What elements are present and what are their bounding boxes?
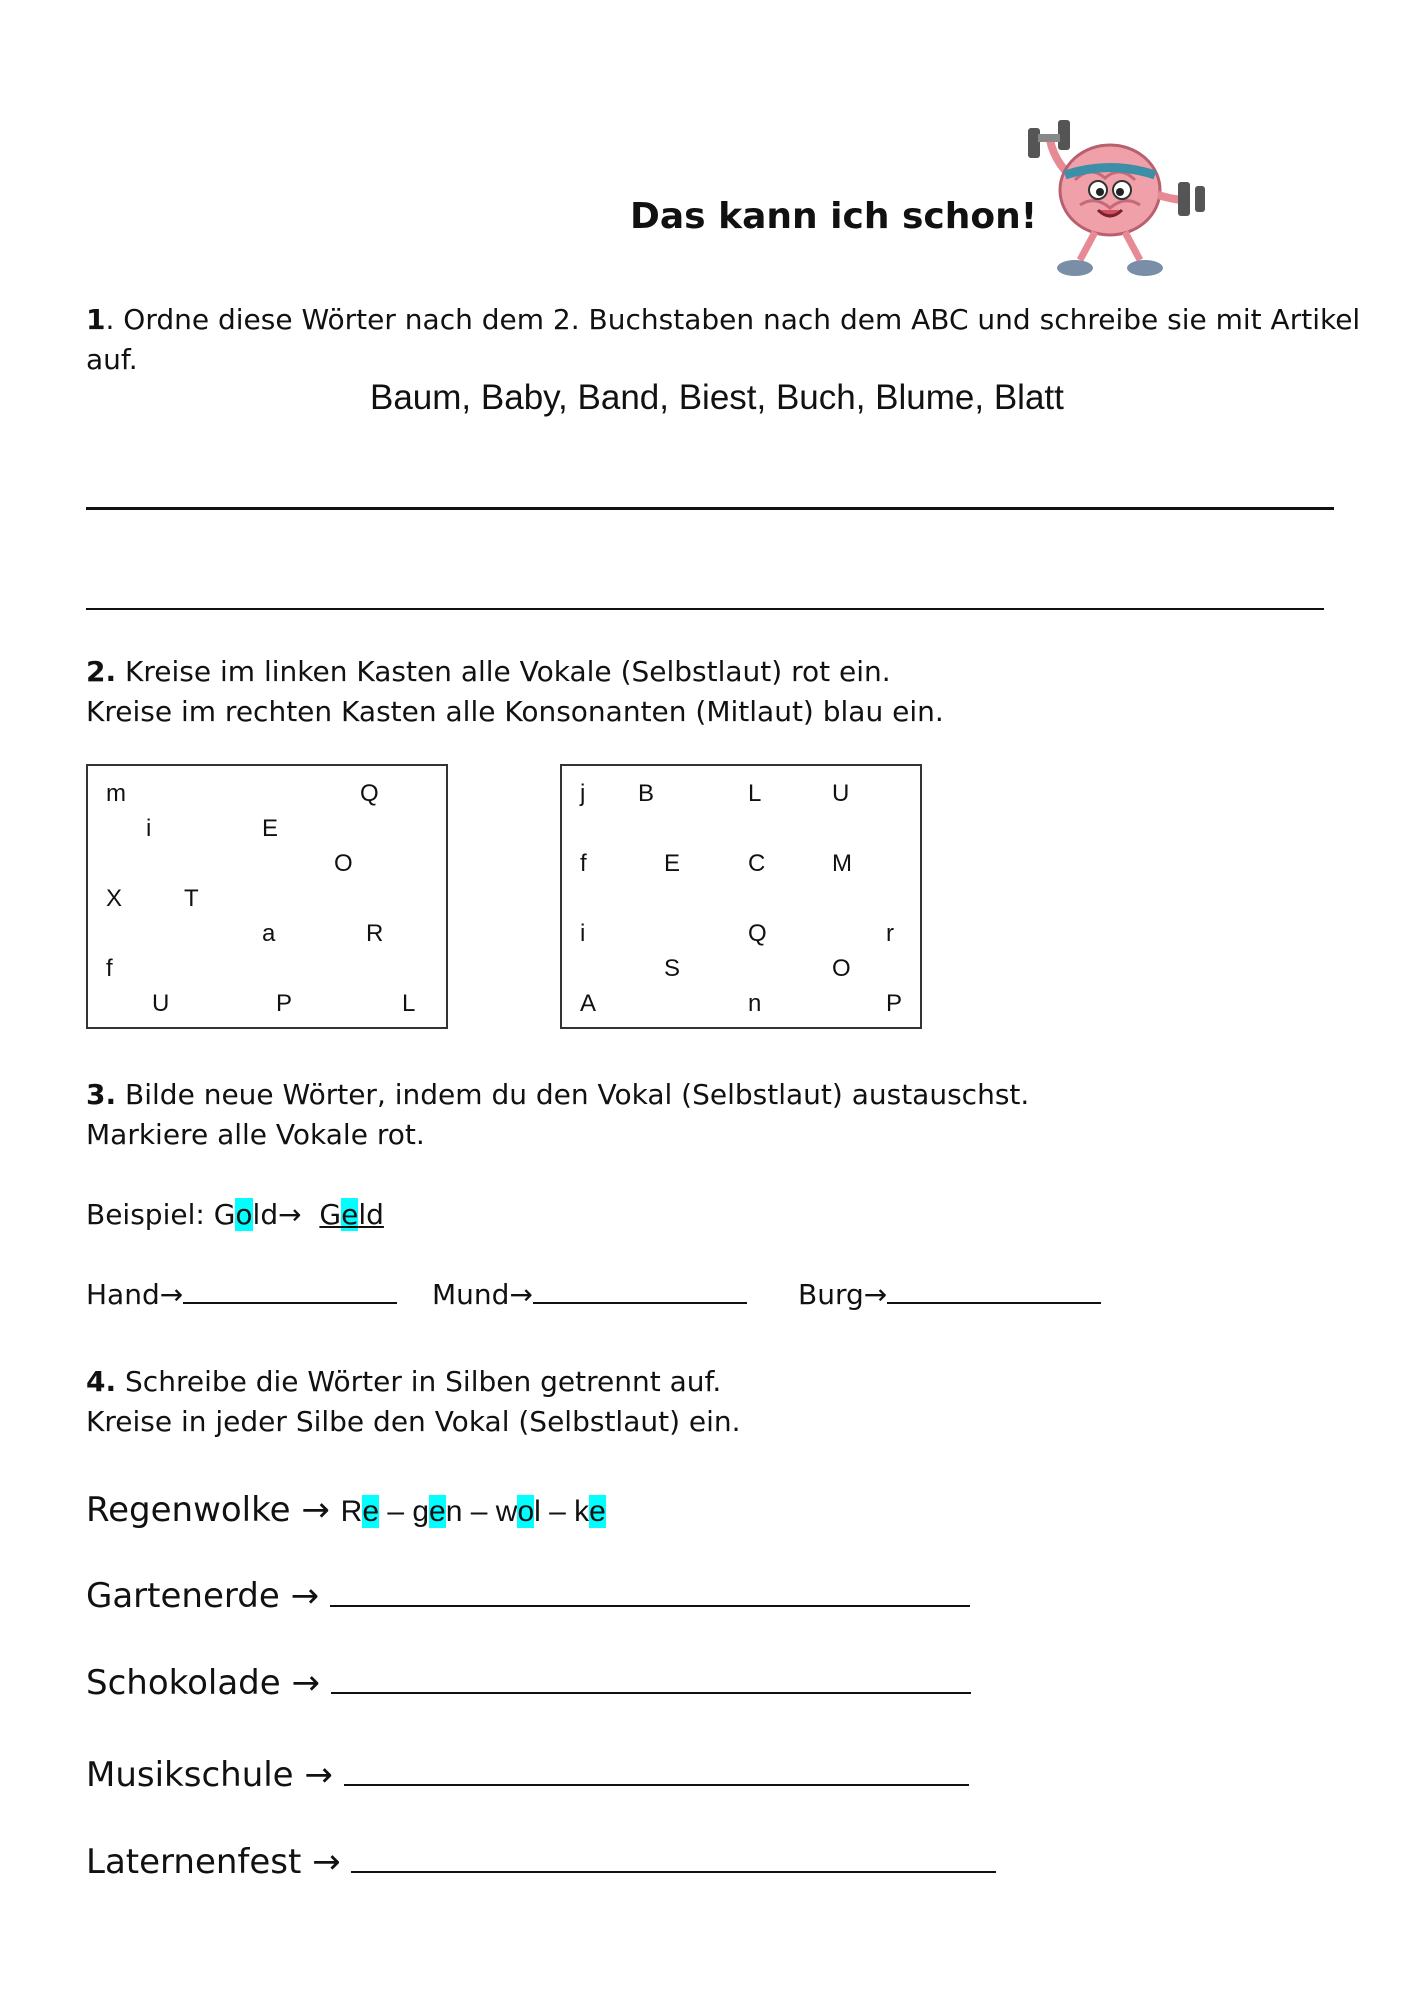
arrow-icon: →: [863, 1278, 888, 1311]
q4-number: 4.: [86, 1365, 117, 1398]
answer-field[interactable]: [330, 1575, 970, 1607]
letter[interactable]: m: [106, 780, 126, 807]
q3-line1: Bilde neue Wörter, indem du den Vokal (Selbstlaut) austauschst.: [116, 1078, 1030, 1111]
letter[interactable]: r: [886, 920, 894, 947]
q2-number: 2.: [86, 655, 117, 688]
arrow-icon: →: [291, 1663, 320, 1703]
answer-field[interactable]: [344, 1754, 969, 1786]
letter[interactable]: f: [106, 955, 113, 982]
q4-example-word: Regenwolke: [86, 1490, 291, 1530]
vowel-highlight: o: [517, 1495, 535, 1528]
vowel-highlight: e: [429, 1495, 446, 1528]
arrow-icon: →: [509, 1278, 533, 1311]
letter[interactable]: L: [402, 990, 416, 1017]
q2-line2: Kreise im rechten Kasten alle Konsonanten (Mitlaut) blau ein.: [86, 695, 944, 728]
left-letter-box: [86, 764, 448, 1029]
q3-word: Burg: [798, 1278, 864, 1311]
q4-line1: Schreibe die Wörter in Silben getrennt auf.: [116, 1365, 722, 1398]
q4-text: [86, 1362, 741, 1442]
q4-word: Musikschule: [86, 1755, 294, 1795]
arrow-icon: →: [312, 1842, 341, 1882]
arrow-icon: →: [278, 1198, 302, 1231]
q2-line1: Kreise im linken Kasten alle Vokale (Selbstlaut) rot ein.: [116, 655, 891, 688]
q4-item-schokolade: [86, 1660, 971, 1706]
q3-example: [86, 1195, 384, 1235]
letter[interactable]: n: [748, 990, 762, 1017]
letter[interactable]: P: [276, 990, 293, 1017]
q4-line2: Kreise in jeder Silbe den Vokal (Selbstlaut) ein.: [86, 1405, 741, 1438]
vowel-highlight: e: [341, 1198, 359, 1231]
letter[interactable]: R: [366, 920, 384, 947]
letter[interactable]: C: [748, 850, 766, 877]
letter[interactable]: a: [262, 920, 276, 947]
example-word: Gold: [213, 1198, 279, 1231]
letter[interactable]: L: [748, 780, 762, 807]
answer-field[interactable]: [331, 1662, 971, 1694]
answer-field[interactable]: [887, 1276, 1101, 1304]
letter[interactable]: B: [638, 780, 655, 807]
q1-answer-line-1[interactable]: [86, 507, 1334, 510]
letter[interactable]: S: [664, 955, 681, 982]
letter[interactable]: i: [580, 920, 586, 947]
q4-word: Schokolade: [86, 1663, 281, 1703]
brain-with-dumbbells-icon: [1010, 110, 1210, 285]
q3-item-hand: [86, 1275, 397, 1315]
letter[interactable]: O: [334, 850, 353, 877]
q3-text: [86, 1075, 1029, 1155]
letter[interactable]: Q: [360, 780, 379, 807]
q4-item-laternenfest: [86, 1839, 996, 1885]
q4-word: Gartenerde: [86, 1576, 280, 1616]
q4-example: [86, 1487, 606, 1535]
arrow-icon: →: [290, 1576, 320, 1616]
letter[interactable]: U: [152, 990, 170, 1017]
letter[interactable]: E: [664, 850, 681, 877]
answer-field[interactable]: [183, 1276, 397, 1304]
q3-item-mund: [432, 1275, 747, 1315]
q4-item-musikschule: [86, 1752, 969, 1798]
example-label: Beispiel:: [86, 1198, 214, 1231]
answer-field[interactable]: [351, 1841, 996, 1873]
q3-word: Mund: [432, 1278, 510, 1311]
q3-line2: Markiere alle Vokale rot.: [86, 1118, 425, 1151]
letter[interactable]: P: [886, 990, 903, 1017]
letter[interactable]: j: [580, 780, 586, 807]
letter[interactable]: A: [580, 990, 597, 1017]
vowel-highlight: o: [235, 1198, 253, 1231]
letter[interactable]: E: [262, 815, 279, 842]
q1-line1: . Ordne diese Wörter nach dem 2. Buchstaben nach dem ABC und schreibe sie mit Artikel: [105, 303, 1361, 336]
letter[interactable]: U: [832, 780, 850, 807]
q3-number: 3.: [86, 1078, 117, 1111]
q3-item-burg: [798, 1275, 1101, 1315]
letter[interactable]: T: [184, 885, 199, 912]
letter[interactable]: f: [580, 850, 587, 877]
arrow-icon: →: [159, 1278, 184, 1311]
q4-item-gartenerde: [86, 1573, 970, 1619]
syllable-breakdown: Re – gen – wol – ke: [340, 1495, 606, 1528]
right-letter-box: [560, 764, 922, 1029]
letter[interactable]: Q: [748, 920, 767, 947]
q2-text: [86, 652, 944, 732]
vowel-highlight: e: [362, 1495, 379, 1528]
q1-line2: auf.: [86, 343, 138, 376]
arrow-icon: →: [301, 1490, 330, 1530]
q1-word-list: Baum, Baby, Band, Biest, Buch, Blume, Blatt: [370, 378, 1064, 417]
q3-word: Hand: [86, 1278, 160, 1311]
q1-text: [86, 300, 1360, 380]
letter[interactable]: O: [832, 955, 851, 982]
q1-number: 1: [86, 303, 106, 336]
letter[interactable]: X: [106, 885, 123, 912]
letter[interactable]: M: [832, 850, 852, 877]
arrow-icon: →: [304, 1755, 333, 1795]
page-title: Das kann ich schon!: [630, 196, 1038, 237]
answer-field[interactable]: [533, 1276, 747, 1304]
vowel-highlight: e: [589, 1495, 606, 1528]
example-answer: Geld: [319, 1198, 384, 1231]
q1-answer-line-2[interactable]: [86, 608, 1324, 610]
q4-word: Laternenfest: [86, 1842, 302, 1882]
letter[interactable]: i: [146, 815, 152, 842]
